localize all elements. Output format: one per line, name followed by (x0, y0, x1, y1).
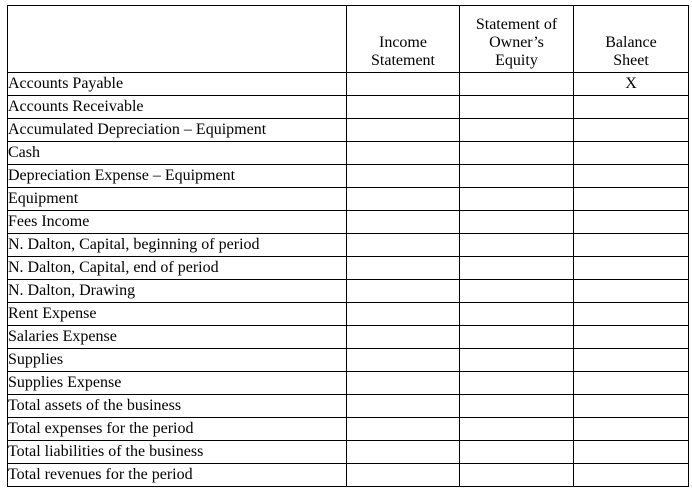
account-name: N. Dalton, Drawing (8, 280, 347, 303)
owners-equity-header-line: Owner’s (489, 34, 544, 51)
owners-equity-cell[interactable] (460, 119, 574, 142)
owners-equity-cell[interactable] (460, 96, 574, 119)
table-row (8, 441, 689, 464)
account-name: Fees Income (8, 211, 347, 234)
balance-sheet-cell[interactable] (574, 349, 689, 372)
owners-equity-cell[interactable] (460, 303, 574, 326)
owners-equity-cell[interactable] (460, 142, 574, 165)
table-row (8, 303, 689, 326)
account-name: Salaries Expense (8, 326, 347, 349)
owners-equity-cell[interactable] (460, 257, 574, 280)
owners-equity-cell[interactable] (460, 73, 574, 96)
table-row (8, 418, 689, 441)
owners-equity-column-header (460, 6, 574, 73)
income-statement-cell[interactable] (347, 280, 460, 303)
owners-equity-cell[interactable] (460, 441, 574, 464)
account-name: Supplies (8, 349, 347, 372)
balance-sheet-cell[interactable] (574, 142, 689, 165)
table-row (8, 280, 689, 303)
table-row (8, 349, 689, 372)
income-statement-cell[interactable] (347, 211, 460, 234)
balance-sheet-cell[interactable] (574, 119, 689, 142)
income-statement-column-header (347, 6, 460, 73)
account-name: Depreciation Expense – Equipment (8, 165, 347, 188)
account-name: Cash (8, 142, 347, 165)
table-row (8, 165, 689, 188)
balance-sheet-cell[interactable] (574, 211, 689, 234)
account-name: Rent Expense (8, 303, 347, 326)
balance-sheet-cell[interactable] (574, 165, 689, 188)
income-statement-cell[interactable] (347, 119, 460, 142)
balance-sheet-cell[interactable] (574, 234, 689, 257)
owners-equity-cell[interactable] (460, 211, 574, 234)
owners-equity-cell[interactable] (460, 165, 574, 188)
balance-sheet-cell[interactable] (574, 280, 689, 303)
balance-sheet-cell[interactable] (574, 441, 689, 464)
income-statement-cell[interactable] (347, 349, 460, 372)
owners-equity-cell[interactable] (460, 234, 574, 257)
balance-sheet-cell[interactable] (574, 303, 689, 326)
table-row (8, 326, 689, 349)
table-row (8, 142, 689, 165)
owners-equity-cell[interactable] (460, 464, 574, 487)
financial-statement-worksheet (7, 5, 689, 487)
account-name: Accounts Receivable (8, 96, 347, 119)
income-statement-cell[interactable] (347, 142, 460, 165)
owners-equity-header-line: Equity (495, 52, 538, 69)
account-name: Supplies Expense (8, 372, 347, 395)
income-statement-cell[interactable] (347, 441, 460, 464)
income-statement-cell[interactable] (347, 165, 460, 188)
income-statement-cell[interactable] (347, 96, 460, 119)
income-statement-cell[interactable] (347, 73, 460, 96)
income-statement-cell[interactable] (347, 234, 460, 257)
income-statement-cell[interactable] (347, 257, 460, 280)
table-row (8, 395, 689, 418)
table-row (8, 257, 689, 280)
owners-equity-cell[interactable] (460, 188, 574, 211)
balance-sheet-cell[interactable] (574, 464, 689, 487)
balance-sheet-cell[interactable] (574, 96, 689, 119)
account-name: Total revenues for the period (8, 464, 347, 487)
balance-sheet-cell[interactable] (574, 372, 689, 395)
balance-sheet-cell[interactable]: X (574, 73, 689, 96)
table-row (8, 188, 689, 211)
table-row (8, 73, 689, 96)
income-statement-cell[interactable] (347, 418, 460, 441)
owners-equity-cell[interactable] (460, 326, 574, 349)
owners-equity-cell[interactable] (460, 395, 574, 418)
balance-sheet-cell[interactable] (574, 418, 689, 441)
account-name: N. Dalton, Capital, beginning of period (8, 234, 347, 257)
account-name: Accounts Payable (8, 73, 347, 96)
income-statement-cell[interactable] (347, 188, 460, 211)
account-name: Equipment (8, 188, 347, 211)
income-statement-cell[interactable] (347, 464, 460, 487)
table-row (8, 464, 689, 487)
balance-sheet-cell[interactable] (574, 188, 689, 211)
account-name: Total liabilities of the business (8, 441, 347, 464)
income-statement-cell[interactable] (347, 303, 460, 326)
table-row (8, 119, 689, 142)
income-statement-cell[interactable] (347, 372, 460, 395)
income-statement-header-line: Statement (371, 52, 435, 69)
balance-sheet-column-header (574, 6, 689, 73)
owners-equity-cell[interactable] (460, 372, 574, 395)
account-name: Accumulated Depreciation – Equipment (8, 119, 347, 142)
owners-equity-cell[interactable] (460, 349, 574, 372)
header-row (8, 6, 689, 73)
owners-equity-header-line: Statement of (475, 16, 558, 33)
balance-sheet-header-line: Sheet (613, 52, 649, 69)
income-statement-cell[interactable] (347, 326, 460, 349)
account-rows (8, 73, 689, 487)
owners-equity-cell[interactable] (460, 418, 574, 441)
balance-sheet-cell[interactable] (574, 257, 689, 280)
table-row (8, 234, 689, 257)
table-row (8, 96, 689, 119)
balance-sheet-header-line: Balance (605, 34, 657, 51)
account-name: N. Dalton, Capital, end of period (8, 257, 347, 280)
balance-sheet-cell[interactable] (574, 326, 689, 349)
account-column-header (8, 6, 347, 73)
table-row (8, 211, 689, 234)
table-row (8, 372, 689, 395)
balance-sheet-cell[interactable] (574, 395, 689, 418)
income-statement-header-line: Income (379, 34, 427, 51)
owners-equity-cell[interactable] (460, 280, 574, 303)
account-name: Total expenses for the period (8, 418, 347, 441)
account-name: Total assets of the business (8, 395, 347, 418)
income-statement-cell[interactable] (347, 395, 460, 418)
